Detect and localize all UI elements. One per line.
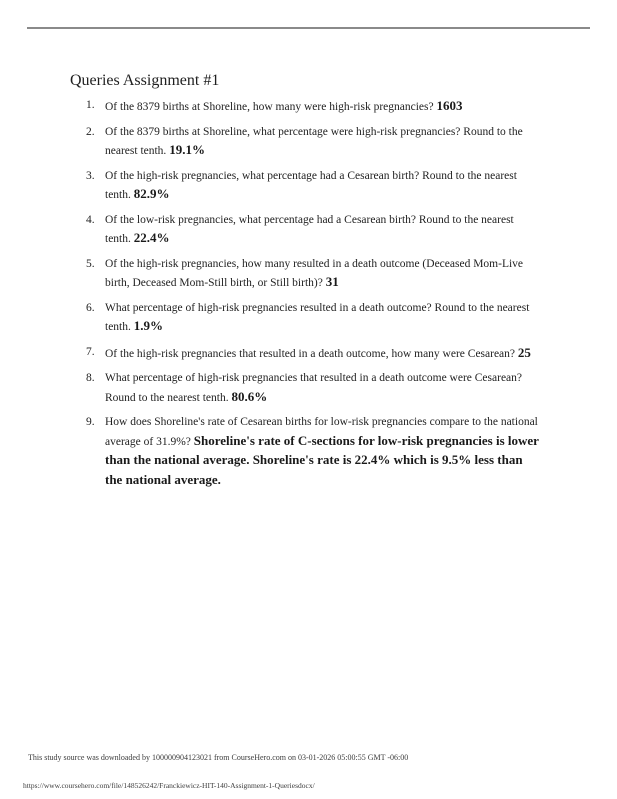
answer-text: 82.9%: [133, 186, 170, 201]
answer-text: 31: [325, 274, 339, 289]
question-number: 3.: [86, 169, 95, 182]
question-text: Of the low-risk pregnancies, what percentage had a Cesarean birth? Round to the nearest tenth.: [105, 213, 514, 245]
question-item: [86, 414, 540, 490]
question-number: 5.: [86, 257, 95, 270]
header-rule: [27, 27, 590, 29]
question-number: 4.: [86, 213, 95, 226]
question-text: Of the high-risk pregnancies that resulted in a death outcome, how many were Cesarean?: [105, 347, 516, 360]
answer-text: 25: [517, 344, 531, 360]
question-text: What percentage of high-risk pregnancies that resulted in a death outcome were Cesarean? Round to the nearest tenth.: [105, 372, 523, 404]
answer-text: 1.9%: [133, 318, 163, 333]
question-number: 8.: [86, 372, 95, 384]
question-number: 6.: [86, 301, 95, 314]
answer-text: 22.4%: [133, 230, 170, 245]
question-item: [86, 168, 540, 205]
question-item: [86, 97, 540, 117]
question-text: Of the 8379 births at Shoreline, what percentage were high-risk pregnancies? Round to the nearest tenth.: [105, 125, 523, 157]
answer-text: 1603: [436, 98, 463, 113]
question-number: 2.: [86, 125, 95, 138]
question-item: [86, 212, 540, 249]
answer-text: Shoreline's rate of C-sections for low-risk pregnancies is lower than the national average. Shoreline's rate is 22.4% which is 9.5% less than the national average.: [105, 432, 539, 487]
question-text: What percentage of high-risk pregnancies resulted in a death outcome? Round to the nearest tenth.: [105, 301, 530, 333]
question-text: How does Shoreline's rate of Cesarean births for low-risk pregnancies compare to the national average of 31.9%?: [105, 416, 538, 448]
question-item: [86, 300, 540, 337]
question-number: 7.: [86, 345, 95, 358]
download-attribution: This study source was downloaded by 100000904123021 from CourseHero.com on 03-01-2026 05:00:55 GMT -06:00: [28, 753, 409, 762]
question-number: 9.: [86, 416, 95, 428]
question-text: Of the high-risk pregnancies, how many resulted in a death outcome (Deceased Mom-Live birth, Deceased Mom-Still birth, or Still birth)?: [105, 257, 524, 289]
question-text: Of the 8379 births at Shoreline, how many were high-risk pregnancies?: [105, 101, 434, 113]
question-item: [86, 370, 540, 407]
answer-text: 19.1%: [169, 142, 205, 157]
question-text: Of the high-risk pregnancies, what percentage had a Cesarean birth? Round to the nearest tenth.: [105, 169, 517, 201]
page-title: Queries Assignment #1: [70, 72, 220, 89]
question-item: [86, 256, 540, 293]
answer-text: 80.6%: [231, 388, 268, 404]
question-number: 1.: [86, 99, 95, 111]
question-item: [86, 124, 540, 161]
questions-list: [86, 97, 540, 497]
question-item: [86, 344, 540, 364]
source-url-link[interactable]: https://www.coursehero.com/file/148526242/Franckiewicz-HIT-140-Assignment-1-Queriesdocx/: [23, 781, 315, 790]
